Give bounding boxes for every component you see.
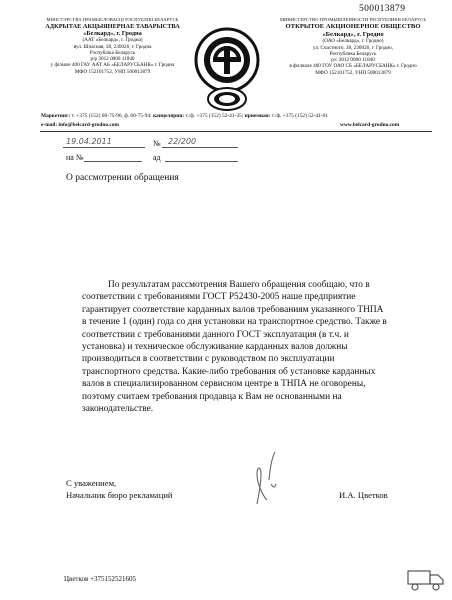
signer-position: Начальник бюро рекламаций [66, 490, 173, 500]
date-line [63, 147, 145, 148]
left-short-name: (ААТ «Белкард», г. Гродна) [82, 37, 143, 44]
left-org-line2: «Белкард», г. Гродна [83, 30, 142, 38]
incoming-from: ад [153, 153, 161, 162]
body-line: валов в специализированном сервисном центре в ТНПА не оговорены, [82, 379, 366, 390]
left-address2: Рэспубліка Беларусь [89, 49, 136, 56]
closing: С уважением, [66, 478, 117, 488]
body-line: поэтому считаем требования продавца к Вам не основанными на [82, 391, 342, 402]
number-label: № [153, 139, 161, 148]
body-line: соответствии с требованиями ГОСТ Р52430-2005 наше предприятие [82, 292, 356, 303]
signer-name: И.А. Цветков [339, 490, 388, 500]
left-address1: вул. Шчасная, 38, 230026, г. Гродна [73, 43, 152, 50]
body-text [82, 279, 422, 415]
left-codes: МФО 152101752, УНП 500013879 [74, 68, 151, 75]
document-number: 500013879 [359, 4, 406, 14]
body-line: По результатам рассмотрения Вашего обращения сообщаю, что в [108, 280, 370, 290]
right-header [278, 17, 428, 76]
header-divider [40, 131, 432, 132]
incoming-from-line [165, 161, 238, 162]
left-bank: у філіяле 400 ГАУ ААТ АБ «БЕЛАРУСБАНК» г. Гродна [50, 62, 175, 69]
left-ministry: МІНІСТЭРСТВА ПРАМЫСЛОВАСЦІ РЭСПУБЛІКІ БЕЛАРУСЬ [46, 17, 179, 22]
contacts-line [41, 113, 328, 119]
marketing-phone: т. +375 (152) 60-75-96, ф. 60-75-94; [71, 113, 152, 119]
office-phone: т./ф. +375 (152) 52-41-35; [185, 113, 244, 119]
reception-phone: т./ф. +375 (152) 52-41-01 [271, 113, 328, 119]
belkard-logo-bottom [206, 86, 248, 112]
handwritten-number: 22/200 [168, 137, 197, 146]
subject: О рассмотрении обращения [66, 173, 179, 183]
body-line: гарантирует соответствие карданных валов требованиям указанного ТНПА [82, 304, 384, 315]
right-ministry: МИНИСТЕРСТВО ПРОМЫШЛЕННОСТИ РЕСПУБЛИКИ БЕЛАРУСЬ [279, 17, 427, 22]
right-org-line1: ОТКРЫТОЕ АКЦИОНЕРНОЕ ОБЩЕСТВО [285, 23, 421, 31]
email: e-mail: info@belcard-grodno.com [41, 122, 119, 128]
right-short-name: (ОАО «Белкард», г. Гродно) [322, 38, 384, 45]
body-line: транспортного средства. Какие-либо требования об установке карданных [82, 366, 376, 377]
website: www.belcard-grodno.com [340, 122, 400, 128]
office-label: канцелярия: [153, 113, 185, 119]
right-address2: Республика Беларусь [329, 50, 377, 57]
right-org-line2: «Белкард», г. Гродно [322, 30, 384, 38]
incoming-prefix: на № [66, 153, 84, 162]
right-address1: ул. Счастного, 38, 230026, г. Гродно, [312, 44, 394, 51]
marketing-label: Маркетинг: [41, 113, 71, 119]
truck-icon [407, 568, 447, 594]
reception-label: приемная: [244, 113, 271, 119]
executor-contact: Цветков +375152521605 [64, 575, 137, 583]
body-line: установка) и техническое обслуживание карданных валов должны [82, 342, 348, 353]
left-header [40, 17, 185, 75]
left-account: р/р 3012 0000 11840 [90, 56, 135, 63]
body-line: производиться в соответствии с руководством по эксплуатации [82, 354, 335, 365]
incoming-line [84, 161, 142, 162]
handwritten-date: 19.04.2011 [66, 137, 112, 146]
right-bank: в филиале 400 ГОУ ОАО СБ «БЕЛАРУСБАНК» г. Гродно [289, 63, 417, 70]
body-line: законодательстве. [82, 404, 154, 415]
number-line [162, 147, 238, 148]
handwritten-signature [249, 444, 289, 516]
body-line: в течение 1 (один) года со дня установки на транспортное средство. Также в [82, 317, 387, 328]
left-org-line1: АДКРЫТАЕ АКЦЫЯНЕРНАЕ ТАВАРЫСТВА [45, 23, 180, 31]
right-account: р/с 3012 0000 11840 [331, 57, 375, 64]
body-line: соответствии с требованиями данного ГОСТ эксплуатация (в т.ч. и [82, 329, 349, 340]
right-codes: МФО 152101752, УНП 500013879 [315, 69, 391, 76]
